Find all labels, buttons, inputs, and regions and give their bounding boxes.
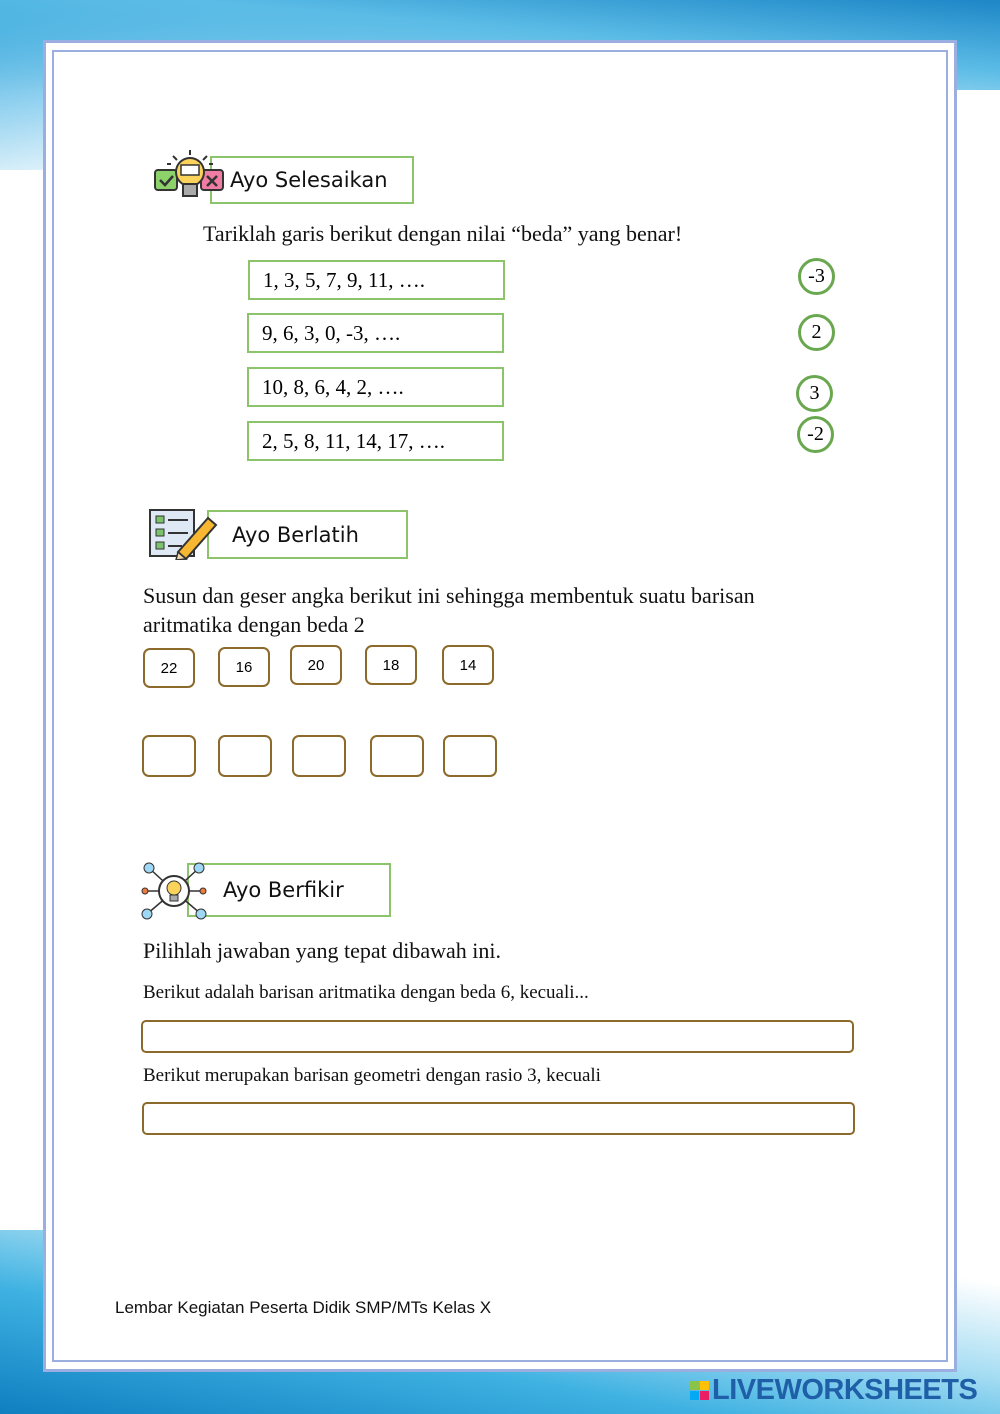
sequence-box[interactable]	[247, 421, 504, 461]
sequence-text: 10, 8, 6, 4, 2, ….	[262, 374, 404, 399]
difference-target[interactable]	[796, 375, 833, 412]
sequence-box[interactable]	[247, 313, 504, 353]
tile-value: 20	[307, 656, 325, 674]
instruction-text-line2: aritmatika dengan beda 2	[143, 612, 365, 637]
tile-value: 14	[459, 656, 477, 674]
drop-slot[interactable]	[370, 735, 424, 777]
difference-value: -3	[808, 265, 825, 287]
difference-value: 3	[809, 382, 820, 404]
answer-dropdown[interactable]	[141, 1020, 854, 1053]
question-text: Berikut adalah barisan aritmatika dengan beda 6, kecuali...	[143, 982, 589, 1003]
section-header-ayo-selesaikan	[210, 156, 414, 204]
tile-value: 16	[235, 658, 253, 676]
liveworksheets-logo	[690, 1374, 977, 1407]
drop-slot[interactable]	[443, 735, 497, 777]
section-title: Ayo Berlatih	[232, 522, 359, 547]
draggable-number-tile[interactable]	[442, 645, 494, 685]
section-title: Ayo Berfikir	[223, 878, 344, 902]
footer-text: Lembar Kegiatan Peserta Didik SMP/MTs Kelas X	[115, 1298, 492, 1317]
difference-value: -2	[807, 423, 824, 445]
tile-value: 22	[160, 659, 178, 677]
tile-value: 18	[382, 656, 400, 674]
sequence-text: 9, 6, 3, 0, -3, ….	[262, 320, 401, 345]
logo-icon	[690, 1381, 709, 1400]
sequence-text: 1, 3, 5, 7, 9, 11, ….	[263, 267, 425, 292]
draggable-number-tile[interactable]	[365, 645, 417, 685]
drop-slot[interactable]	[142, 735, 196, 777]
instruction-text: Pilihlah jawaban yang tepat dibawah ini.	[143, 938, 502, 963]
section-header-ayo-berlatih	[207, 510, 408, 559]
section-title: Ayo Selesaikan	[230, 168, 388, 192]
idea-network-icon	[141, 860, 207, 922]
sequence-box[interactable]	[248, 260, 505, 300]
instruction-text-line1: Susun dan geser angka berikut ini sehingga membentuk suatu barisan	[143, 583, 755, 608]
sequence-box[interactable]	[247, 367, 504, 407]
difference-target[interactable]	[798, 258, 835, 295]
drop-slot[interactable]	[292, 735, 346, 777]
difference-target[interactable]	[798, 314, 835, 351]
difference-value: 2	[811, 321, 822, 343]
question-text: Berikut merupakan barisan geometri dengan rasio 3, kecuali	[143, 1065, 601, 1086]
brand-text: LIVEWORKSHEETS	[712, 1374, 978, 1406]
draggable-number-tile[interactable]	[143, 648, 195, 688]
difference-target[interactable]	[797, 416, 834, 453]
section-header-ayo-berfikir	[187, 863, 391, 917]
lightbulb-check-icon	[153, 148, 227, 204]
draggable-number-tile[interactable]	[218, 647, 270, 687]
sequence-text: 2, 5, 8, 11, 14, 17, ….	[262, 428, 445, 453]
draggable-number-tile[interactable]	[290, 645, 342, 685]
answer-dropdown[interactable]	[142, 1102, 855, 1135]
drop-slot[interactable]	[218, 735, 272, 777]
checklist-pencil-icon	[148, 506, 220, 560]
instruction-text: Tariklah garis berikut dengan nilai “beda” yang benar!	[203, 221, 683, 246]
